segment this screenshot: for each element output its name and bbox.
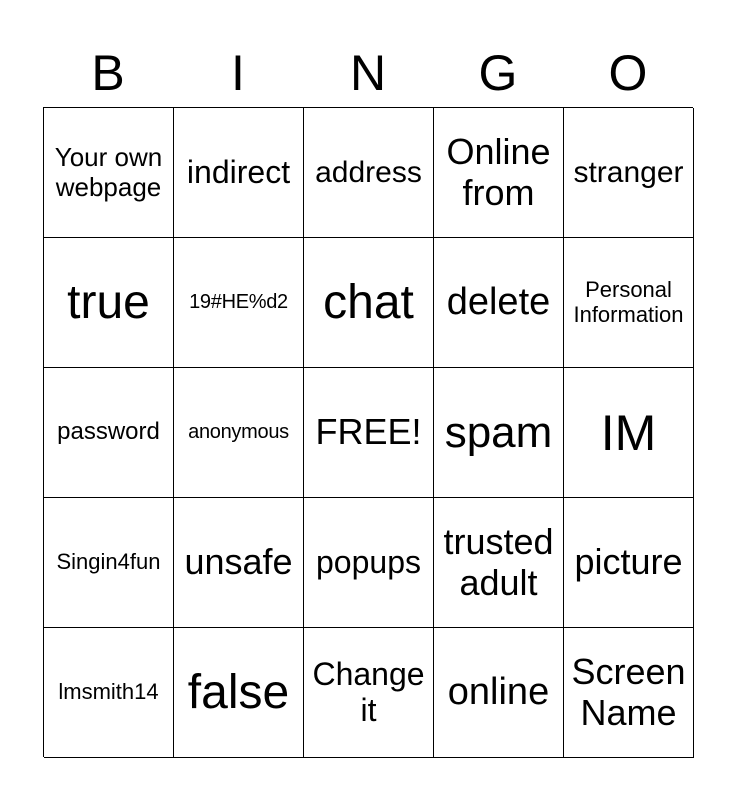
header-letter-g: G [478,45,518,101]
cell-text: chat [323,275,414,329]
bingo-header [43,40,693,106]
bingo-cell[interactable] [304,238,434,368]
bingo-cell[interactable] [564,498,694,628]
cell-text: password [57,418,160,446]
header-letter-n: N [349,45,387,101]
cell-text: Singin4fun [56,549,161,575]
bingo-cell[interactable] [564,238,694,368]
bingo-cell[interactable] [434,498,564,628]
cell-text: delete [446,281,551,324]
bingo-cell[interactable] [564,108,694,238]
bingo-board [43,107,693,757]
bingo-cell[interactable] [434,368,564,498]
bingo-cell[interactable] [174,238,304,368]
bingo-cell[interactable] [304,108,434,238]
bingo-cell[interactable] [174,498,304,628]
cell-text: FREE! [315,411,422,453]
bingo-cell[interactable] [44,628,174,758]
bingo-cell[interactable] [304,368,434,498]
cell-text: Personal Information [573,276,684,327]
bingo-cell[interactable] [564,628,694,758]
bingo-cell[interactable] [564,368,694,498]
cell-text: trusted adult [443,521,554,603]
cell-text: Screen Name [571,651,686,733]
cell-text: anonymous [188,421,289,444]
bingo-cell[interactable] [434,238,564,368]
cell-text: Online from [446,131,551,213]
cell-text: online [447,671,550,714]
header-letter-i: I [231,45,245,101]
cell-text: stranger [573,155,684,189]
cell-text: popups [316,543,421,580]
cell-text: unsafe [184,541,293,583]
cell-text: address [315,155,422,189]
cell-text: picture [574,541,683,583]
bingo-cell[interactable] [304,628,434,758]
cell-text: Change it [312,655,425,728]
cell-text: false [187,665,290,719]
bingo-cell[interactable] [434,628,564,758]
bingo-cell[interactable] [44,368,174,498]
header-letter-o: O [608,45,648,101]
header-letter-b: B [91,45,125,101]
cell-text: spam [444,407,553,457]
cell-text: lmsmith14 [58,679,159,705]
bingo-cell[interactable] [44,498,174,628]
cell-text: true [67,275,150,329]
bingo-cell[interactable] [174,108,304,238]
bingo-cell[interactable] [304,498,434,628]
cell-text: IM [600,404,657,461]
cell-text: 19#HE%d2 [189,291,288,314]
bingo-cell[interactable] [434,108,564,238]
bingo-cell[interactable] [174,628,304,758]
bingo-cell[interactable] [44,238,174,368]
cell-text: Your own webpage [54,142,163,202]
cell-text: indirect [186,153,291,190]
bingo-cell[interactable] [174,368,304,498]
bingo-cell[interactable] [44,108,174,238]
